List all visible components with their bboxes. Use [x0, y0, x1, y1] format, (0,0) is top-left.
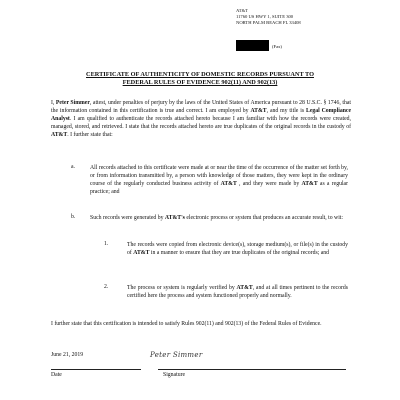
employer-name: AT&T — [250, 108, 267, 115]
title-line-1: CERTIFICATE OF AUTHENTICITY OF DOMESTIC RECORDS PURSUANT TO — [86, 71, 314, 78]
item-a-label: a. — [71, 164, 75, 170]
item-2-part: The process or system is regularly verified by — [127, 285, 237, 291]
item-b-text — [90, 214, 348, 222]
date-label: Date — [51, 372, 62, 378]
item-a-part: , and they were made by — [236, 181, 302, 188]
item-b-part: electronic process or system that produces an accurate result, to wit: — [184, 215, 343, 221]
date-value: June 21, 2019 — [51, 352, 84, 358]
company-bold: AT&T — [236, 285, 253, 291]
intro-text: . I further state that: — [67, 132, 113, 139]
fax-label: (Fax) — [272, 44, 282, 49]
item-1-part: The records were copied from electronic device(s), storage medium(s), or file(s) in the custody of — [127, 242, 348, 257]
item-2-part: , and at all times pertinent to the records certified here the process and system functioned properly and normally. — [127, 285, 348, 300]
company-bold: AT&T — [301, 181, 318, 188]
item-1-text — [127, 241, 348, 257]
item-b-part: Such records were generated by — [90, 215, 165, 221]
certificate-title — [30, 71, 370, 88]
item-a-text — [90, 164, 348, 196]
address-line-1: 11760 US HWY 1, SUITE 300 — [236, 14, 294, 19]
closing-paragraph: I further state that this certification is intended to satisfy Rules 902(11) and 902(13) of the Federal Rules of Evidence. — [51, 321, 322, 327]
intro-text: . I am qualified to authenticate the records attached hereto because I am familiar with how the records were created, managed, stored, and retrieved. I state that the records attached hereto are true duplicates of the original records in the custody of — [51, 116, 351, 131]
company-name: AT&T — [236, 8, 248, 13]
attester-name: Peter Simmer — [55, 100, 90, 106]
signature-label: Signature — [163, 372, 186, 378]
company-bold: AT&T's — [164, 215, 185, 221]
handwritten-signature: Peter Simmer — [150, 351, 203, 359]
letterhead — [236, 8, 301, 26]
intro-paragraph — [51, 99, 351, 139]
item-b-label: b. — [71, 214, 76, 220]
item-1-label: 1. — [104, 241, 109, 247]
job-title: Legal Compliance Analyst — [51, 108, 352, 123]
address-line-2: NORTH PALM BEACH FL 33408 — [236, 20, 301, 25]
item-a-part: All records attached to this certificate were made at or near the time of the occurrence of the matter set forth by, or from information transmitted by, a person with knowledge of those matters, they were kept in the ordinary course of the regularly conducted business activity of — [90, 165, 348, 188]
item-1-part: in a manner to ensure that they are true duplicates of the original records; and — [149, 250, 330, 257]
intro-text: , and my title is — [266, 108, 306, 115]
item-2-label: 2. — [104, 284, 109, 290]
company-bold: AT&T — [133, 250, 150, 257]
redacted-phone — [236, 40, 269, 51]
date-line — [51, 369, 141, 370]
signature-line — [158, 369, 346, 370]
title-line-2: FEDERAL RULES OF EVIDENCE 902(11) AND 902(13) — [122, 79, 278, 87]
intro-text: , attest, under penalties of perjury by the laws of the United States of America pursuant to 28 U.S.C. § 1746, that the information contained in this certification is true and correct. I am employed by — [51, 100, 352, 115]
company-bold: AT&T — [220, 181, 237, 188]
item-2-text — [127, 284, 348, 300]
custodian-name: AT&T — [51, 132, 68, 139]
intro-text: I, — [51, 100, 56, 106]
item-a-part: as a regular practice; and — [90, 181, 349, 196]
